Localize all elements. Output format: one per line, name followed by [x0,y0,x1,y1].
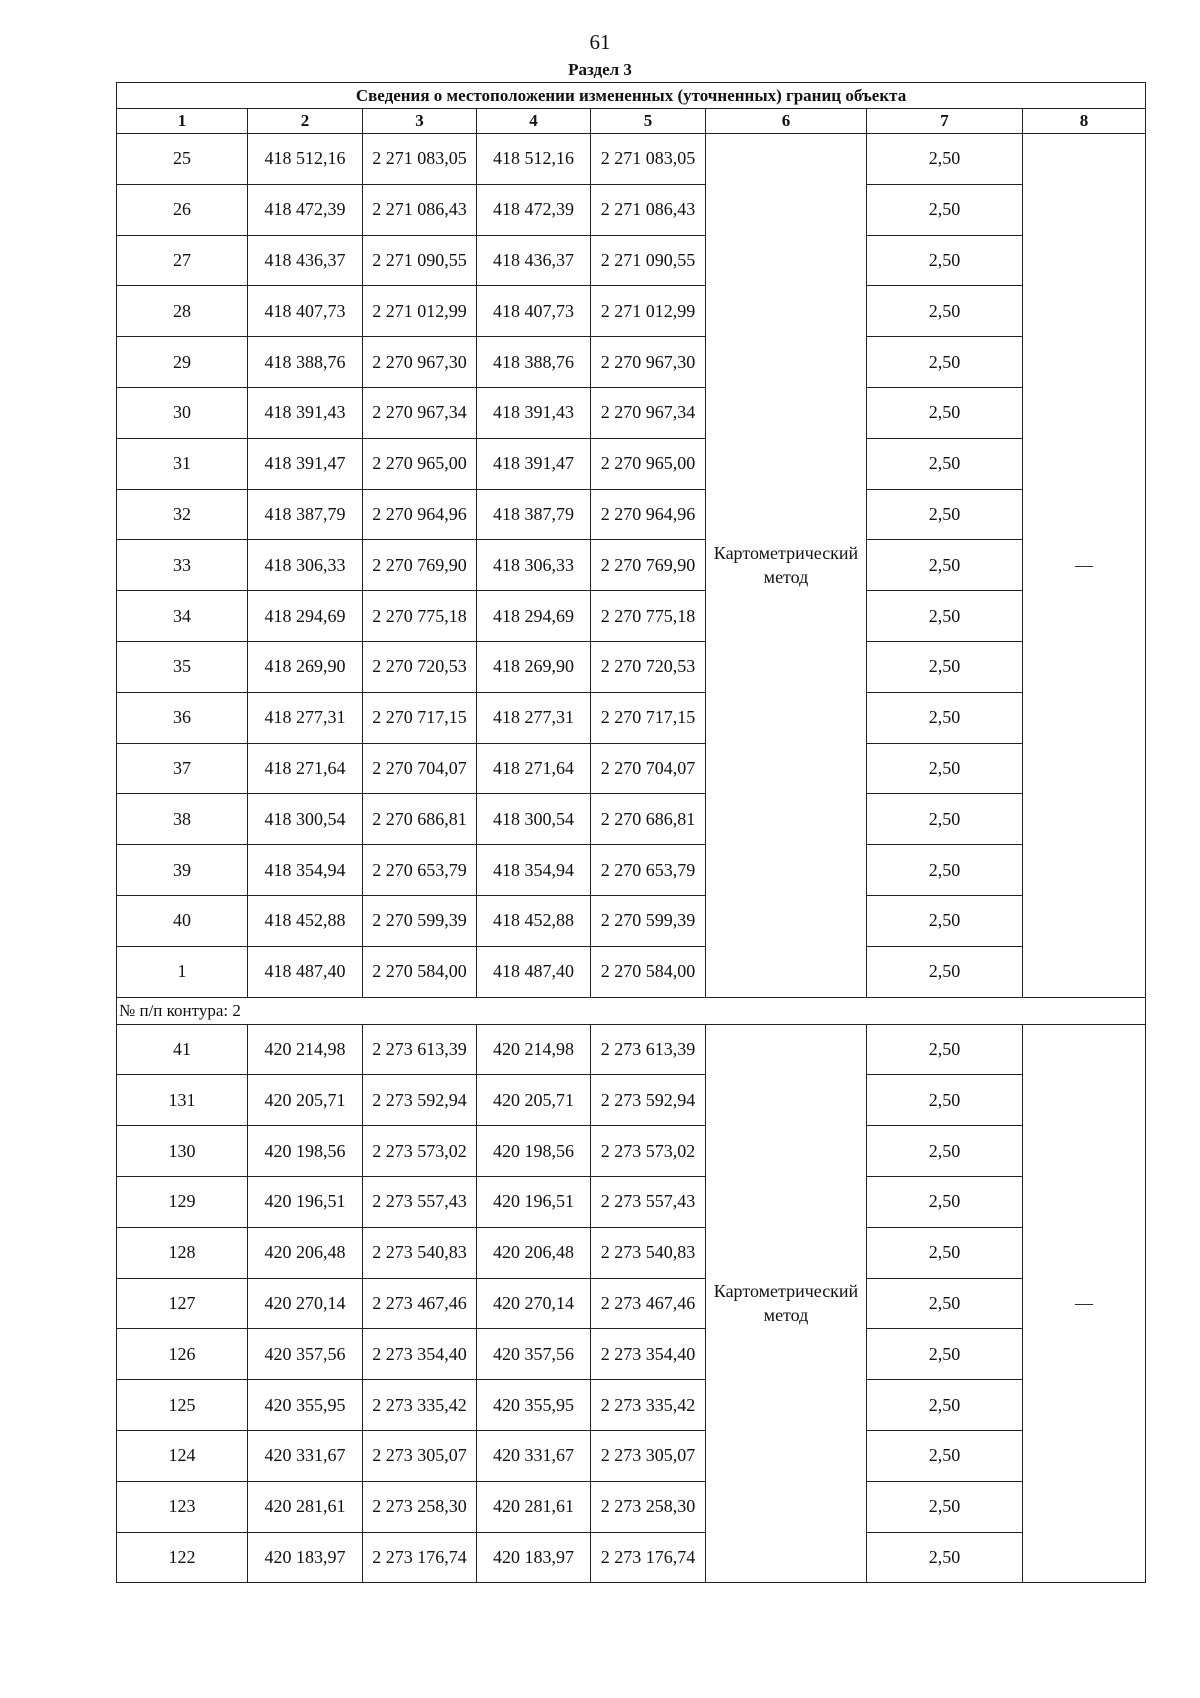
table-row [117,1075,1146,1126]
accuracy-cell: 2,50 [867,743,1023,794]
x-coordinate-cell: 418 436,37 [477,235,591,286]
x-coordinate-cell: 420 206,48 [248,1227,363,1278]
x-coordinate-cell: 420 270,14 [248,1278,363,1329]
y-coordinate-cell: 2 273 557,43 [363,1176,477,1227]
y-coordinate-cell: 2 273 176,74 [363,1532,477,1583]
x-coordinate-cell: 418 407,73 [477,286,591,337]
x-coordinate-cell: 420 355,95 [248,1380,363,1431]
x-coordinate-cell: 420 183,97 [477,1532,591,1583]
section-title: Раздел 3 [568,60,632,79]
y-coordinate-cell: 2 270 965,00 [363,438,477,489]
accuracy-cell: 2,50 [867,1075,1023,1126]
x-coordinate-cell: 418 391,43 [248,387,363,438]
x-coordinate-cell: 418 271,64 [477,743,591,794]
point-number-cell: 122 [117,1532,248,1583]
x-coordinate-cell: 418 277,31 [477,692,591,743]
y-coordinate-cell: 2 273 573,02 [363,1126,477,1177]
column-number: 3 [363,109,477,134]
accuracy-cell: 2,50 [867,337,1023,388]
y-coordinate-cell: 2 270 686,81 [363,794,477,845]
x-coordinate-cell: 418 294,69 [248,591,363,642]
column-8-cell: — [1023,1024,1146,1583]
accuracy-cell: 2,50 [867,1329,1023,1380]
x-coordinate-cell: 418 277,31 [248,692,363,743]
y-coordinate-cell: 2 273 557,43 [591,1176,706,1227]
accuracy-cell: 2,50 [867,540,1023,591]
table-row [117,540,1146,591]
x-coordinate-cell: 420 205,71 [248,1075,363,1126]
y-coordinate-cell: 2 273 592,94 [363,1075,477,1126]
table-row [117,1024,1146,1075]
y-coordinate-cell: 2 271 090,55 [363,235,477,286]
x-coordinate-cell: 420 205,71 [477,1075,591,1126]
y-coordinate-cell: 2 273 573,02 [591,1126,706,1177]
point-number-cell: 125 [117,1380,248,1431]
y-coordinate-cell: 2 270 717,15 [591,692,706,743]
column-number: 2 [248,109,363,134]
point-number-cell: 39 [117,845,248,896]
accuracy-cell: 2,50 [867,235,1023,286]
x-coordinate-cell: 420 196,51 [248,1176,363,1227]
point-number-cell: 129 [117,1176,248,1227]
x-coordinate-cell: 420 214,98 [248,1024,363,1075]
y-coordinate-cell: 2 273 176,74 [591,1532,706,1583]
accuracy-cell: 2,50 [867,286,1023,337]
table-title-row [117,83,1146,109]
point-number-cell: 131 [117,1075,248,1126]
point-number-cell: 31 [117,438,248,489]
column-number-row [117,109,1146,134]
column-number: 8 [1023,109,1146,134]
y-coordinate-cell: 2 273 467,46 [363,1278,477,1329]
point-number-cell: 34 [117,591,248,642]
accuracy-cell: 2,50 [867,1380,1023,1431]
point-number-cell: 28 [117,286,248,337]
point-number-cell: 38 [117,794,248,845]
y-coordinate-cell: 2 273 467,46 [591,1278,706,1329]
x-coordinate-cell: 418 306,33 [477,540,591,591]
y-coordinate-cell: 2 270 599,39 [591,895,706,946]
table-row [117,489,1146,540]
y-coordinate-cell: 2 270 964,96 [363,489,477,540]
table-row [117,1278,1146,1329]
y-coordinate-cell: 2 270 967,34 [591,387,706,438]
y-coordinate-cell: 2 273 335,42 [363,1380,477,1431]
point-number-cell: 30 [117,387,248,438]
accuracy-cell: 2,50 [867,641,1023,692]
y-coordinate-cell: 2 273 258,30 [363,1481,477,1532]
accuracy-cell: 2,50 [867,946,1023,997]
accuracy-cell: 2,50 [867,1481,1023,1532]
accuracy-cell: 2,50 [867,591,1023,642]
point-number-cell: 123 [117,1481,248,1532]
x-coordinate-cell: 420 357,56 [248,1329,363,1380]
y-coordinate-cell: 2 271 086,43 [363,184,477,235]
point-number-cell: 32 [117,489,248,540]
y-coordinate-cell: 2 273 258,30 [591,1481,706,1532]
x-coordinate-cell: 418 436,37 [248,235,363,286]
table-row [117,1176,1146,1227]
y-coordinate-cell: 2 270 769,90 [591,540,706,591]
table-row [117,235,1146,286]
accuracy-cell: 2,50 [867,387,1023,438]
table-row [117,286,1146,337]
point-number-cell: 128 [117,1227,248,1278]
y-coordinate-cell: 2 270 720,53 [591,641,706,692]
point-number-cell: 35 [117,641,248,692]
x-coordinate-cell: 418 354,94 [248,845,363,896]
x-coordinate-cell: 418 452,88 [248,895,363,946]
table-row [117,1126,1146,1177]
accuracy-cell: 2,50 [867,1126,1023,1177]
y-coordinate-cell: 2 270 967,30 [363,337,477,388]
accuracy-cell: 2,50 [867,184,1023,235]
table-row [117,692,1146,743]
x-coordinate-cell: 418 487,40 [248,946,363,997]
point-number-cell: 25 [117,134,248,185]
accuracy-cell: 2,50 [867,1430,1023,1481]
x-coordinate-cell: 420 357,56 [477,1329,591,1380]
x-coordinate-cell: 418 512,16 [477,134,591,185]
point-number-cell: 29 [117,337,248,388]
accuracy-cell: 2,50 [867,692,1023,743]
y-coordinate-cell: 2 270 653,79 [591,845,706,896]
accuracy-cell: 2,50 [867,895,1023,946]
table-title: Сведения о местоположении измененных (уточненных) границ объекта [117,83,1146,109]
y-coordinate-cell: 2 270 775,18 [363,591,477,642]
y-coordinate-cell: 2 273 540,83 [363,1227,477,1278]
table-row [117,845,1146,896]
x-coordinate-cell: 418 391,47 [477,438,591,489]
y-coordinate-cell: 2 270 720,53 [363,641,477,692]
method-cell: Картометрический метод [706,134,867,998]
y-coordinate-cell: 2 270 967,34 [363,387,477,438]
y-coordinate-cell: 2 273 613,39 [363,1024,477,1075]
point-number-cell: 27 [117,235,248,286]
x-coordinate-cell: 420 206,48 [477,1227,591,1278]
x-coordinate-cell: 420 281,61 [248,1481,363,1532]
y-coordinate-cell: 2 271 083,05 [363,134,477,185]
table-row [117,794,1146,845]
y-coordinate-cell: 2 270 775,18 [591,591,706,642]
accuracy-cell: 2,50 [867,1176,1023,1227]
table-row [117,438,1146,489]
y-coordinate-cell: 2 273 354,40 [591,1329,706,1380]
point-number-cell: 130 [117,1126,248,1177]
y-coordinate-cell: 2 270 584,00 [591,946,706,997]
x-coordinate-cell: 418 391,43 [477,387,591,438]
y-coordinate-cell: 2 273 335,42 [591,1380,706,1431]
coordinates-table [116,82,1146,1583]
x-coordinate-cell: 418 300,54 [248,794,363,845]
x-coordinate-cell: 418 269,90 [248,641,363,692]
y-coordinate-cell: 2 273 305,07 [591,1430,706,1481]
y-coordinate-cell: 2 273 305,07 [363,1430,477,1481]
point-number-cell: 41 [117,1024,248,1075]
column-8-cell: — [1023,134,1146,998]
y-coordinate-cell: 2 270 653,79 [363,845,477,896]
y-coordinate-cell: 2 270 964,96 [591,489,706,540]
method-cell: Картометрический метод [706,1024,867,1583]
point-number-cell: 36 [117,692,248,743]
table-row [117,387,1146,438]
table-row [117,184,1146,235]
x-coordinate-cell: 420 270,14 [477,1278,591,1329]
x-coordinate-cell: 420 196,51 [477,1176,591,1227]
x-coordinate-cell: 420 355,95 [477,1380,591,1431]
accuracy-cell: 2,50 [867,794,1023,845]
y-coordinate-cell: 2 270 599,39 [363,895,477,946]
x-coordinate-cell: 420 331,67 [477,1430,591,1481]
x-coordinate-cell: 418 306,33 [248,540,363,591]
y-coordinate-cell: 2 270 769,90 [363,540,477,591]
x-coordinate-cell: 418 487,40 [477,946,591,997]
accuracy-cell: 2,50 [867,489,1023,540]
accuracy-cell: 2,50 [867,134,1023,185]
accuracy-cell: 2,50 [867,1227,1023,1278]
table-row [117,1329,1146,1380]
y-coordinate-cell: 2 270 717,15 [363,692,477,743]
y-coordinate-cell: 2 273 354,40 [363,1329,477,1380]
x-coordinate-cell: 418 294,69 [477,591,591,642]
table-row [117,641,1146,692]
point-number-cell: 1 [117,946,248,997]
table-row [117,1481,1146,1532]
table-row [117,1430,1146,1481]
y-coordinate-cell: 2 270 965,00 [591,438,706,489]
y-coordinate-cell: 2 271 086,43 [591,184,706,235]
table-row [117,895,1146,946]
x-coordinate-cell: 418 388,76 [477,337,591,388]
point-number-cell: 40 [117,895,248,946]
x-coordinate-cell: 418 472,39 [477,184,591,235]
accuracy-cell: 2,50 [867,845,1023,896]
table-row [117,134,1146,185]
column-number: 7 [867,109,1023,134]
x-coordinate-cell: 418 512,16 [248,134,363,185]
column-number: 1 [117,109,248,134]
x-coordinate-cell: 418 271,64 [248,743,363,794]
x-coordinate-cell: 418 391,47 [248,438,363,489]
table-row [117,743,1146,794]
table-row [117,591,1146,642]
point-number-cell: 26 [117,184,248,235]
x-coordinate-cell: 420 214,98 [477,1024,591,1075]
y-coordinate-cell: 2 273 540,83 [591,1227,706,1278]
table-row [117,1380,1146,1431]
y-coordinate-cell: 2 270 704,07 [363,743,477,794]
point-number-cell: 124 [117,1430,248,1481]
point-number-cell: 127 [117,1278,248,1329]
accuracy-cell: 2,50 [867,438,1023,489]
y-coordinate-cell: 2 271 090,55 [591,235,706,286]
column-number: 6 [706,109,867,134]
point-number-cell: 33 [117,540,248,591]
x-coordinate-cell: 418 407,73 [248,286,363,337]
x-coordinate-cell: 420 281,61 [477,1481,591,1532]
y-coordinate-cell: 2 270 686,81 [591,794,706,845]
contour-label: № п/п контура: 2 [117,997,1146,1024]
table-row [117,946,1146,997]
x-coordinate-cell: 420 198,56 [248,1126,363,1177]
y-coordinate-cell: 2 271 012,99 [363,286,477,337]
y-coordinate-cell: 2 270 704,07 [591,743,706,794]
contour-label-row [117,997,1146,1024]
point-number-cell: 126 [117,1329,248,1380]
y-coordinate-cell: 2 273 613,39 [591,1024,706,1075]
x-coordinate-cell: 420 198,56 [477,1126,591,1177]
table-row [117,337,1146,388]
y-coordinate-cell: 2 271 012,99 [591,286,706,337]
y-coordinate-cell: 2 270 967,30 [591,337,706,388]
x-coordinate-cell: 418 387,79 [248,489,363,540]
y-coordinate-cell: 2 270 584,00 [363,946,477,997]
x-coordinate-cell: 418 472,39 [248,184,363,235]
page-number: 61 [589,30,611,54]
y-coordinate-cell: 2 273 592,94 [591,1075,706,1126]
accuracy-cell: 2,50 [867,1024,1023,1075]
x-coordinate-cell: 420 183,97 [248,1532,363,1583]
x-coordinate-cell: 418 388,76 [248,337,363,388]
accuracy-cell: 2,50 [867,1532,1023,1583]
y-coordinate-cell: 2 271 083,05 [591,134,706,185]
x-coordinate-cell: 418 269,90 [477,641,591,692]
table-row [117,1532,1146,1583]
x-coordinate-cell: 420 331,67 [248,1430,363,1481]
column-number: 5 [591,109,706,134]
table-row [117,1227,1146,1278]
column-number: 4 [477,109,591,134]
x-coordinate-cell: 418 452,88 [477,895,591,946]
x-coordinate-cell: 418 387,79 [477,489,591,540]
x-coordinate-cell: 418 300,54 [477,794,591,845]
accuracy-cell: 2,50 [867,1278,1023,1329]
x-coordinate-cell: 418 354,94 [477,845,591,896]
point-number-cell: 37 [117,743,248,794]
